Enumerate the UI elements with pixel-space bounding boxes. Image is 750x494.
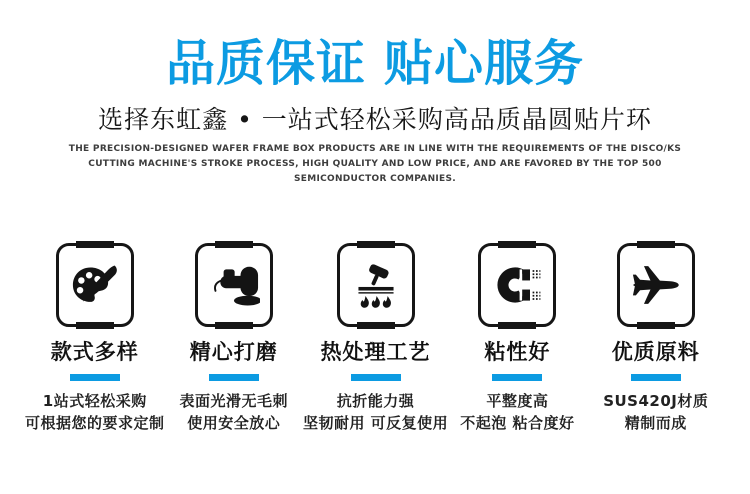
frame-bar-bottom bbox=[215, 322, 253, 329]
feature-material bbox=[587, 243, 725, 434]
desc-line-2: 不起泡 粘合度好 bbox=[460, 414, 575, 432]
desc-line-1: 抗折能力强 bbox=[336, 392, 415, 410]
icon-frame bbox=[337, 243, 415, 327]
feature-description bbox=[165, 390, 303, 434]
magnet-icon bbox=[491, 259, 543, 311]
polisher-icon bbox=[208, 259, 260, 311]
desc-line-2: 精制而成 bbox=[624, 414, 687, 432]
desc-line-2: 坚韧耐用 可反复使用 bbox=[302, 414, 449, 432]
page-title: 品质保证 贴心服务 bbox=[165, 35, 585, 92]
icon-frame bbox=[617, 243, 695, 327]
frame-bar-bottom bbox=[637, 322, 675, 329]
palette-icon bbox=[69, 259, 121, 311]
feature-styles bbox=[25, 243, 165, 434]
feature-row bbox=[25, 243, 725, 434]
english-caption: THE PRECISION-DESIGNED WAFER FRAME BOX PRODUCTS ARE IN LINE WITH THE REQUIREMENTS OF THE DISCO/KS CUTTING MACHINE'S STROKE PROCESS, HIGH QUALITY AND LOW PRICE, AND ARE FAVORED BY THE TOP 500 SEMICONDUCTOR COMPANIES. bbox=[68, 144, 682, 184]
icon-frame bbox=[478, 243, 556, 327]
feature-description bbox=[25, 390, 165, 434]
desc-line-1: 1站式轻松采购 bbox=[42, 392, 147, 410]
icon-frame bbox=[195, 243, 273, 327]
feature-title: 款式多样 bbox=[50, 340, 139, 364]
feature-polish bbox=[165, 243, 303, 434]
desc-line-2: 可根据您的要求定制 bbox=[25, 414, 165, 432]
frame-bar-bottom bbox=[357, 322, 395, 329]
frame-bar-bottom bbox=[498, 322, 536, 329]
accent-underline bbox=[209, 374, 259, 381]
accent-underline bbox=[492, 374, 542, 381]
airplane-icon bbox=[630, 259, 682, 311]
accent-underline bbox=[631, 374, 681, 381]
frame-bar-top bbox=[215, 241, 253, 248]
feature-adhesion bbox=[448, 243, 586, 434]
feature-description bbox=[303, 390, 448, 434]
feature-title: 精心打磨 bbox=[189, 340, 278, 364]
desc-line-1: SUS420J材质 bbox=[603, 392, 709, 410]
feature-heat-treatment bbox=[303, 243, 448, 434]
frame-bar-top bbox=[357, 241, 395, 248]
frame-bar-top bbox=[498, 241, 536, 248]
frame-bar-bottom bbox=[76, 322, 114, 329]
desc-line-2: 使用安全放心 bbox=[187, 414, 281, 432]
frame-bar-top bbox=[76, 241, 114, 248]
frame-bar-top bbox=[637, 241, 675, 248]
accent-underline bbox=[70, 374, 120, 381]
heat-treatment-icon bbox=[350, 259, 402, 311]
feature-title: 热处理工艺 bbox=[320, 340, 431, 364]
feature-title: 优质原料 bbox=[611, 340, 700, 364]
feature-description bbox=[448, 390, 586, 434]
desc-line-1: 平整度高 bbox=[486, 392, 549, 410]
feature-title: 粘性好 bbox=[484, 340, 551, 364]
desc-line-1: 表面光滑无毛刺 bbox=[179, 392, 288, 410]
icon-frame bbox=[56, 243, 134, 327]
page-subtitle: 选择东虹鑫 • 一站式轻松采购高品质晶圆贴片环 bbox=[98, 105, 652, 134]
accent-underline bbox=[351, 374, 401, 381]
feature-description bbox=[587, 390, 725, 434]
